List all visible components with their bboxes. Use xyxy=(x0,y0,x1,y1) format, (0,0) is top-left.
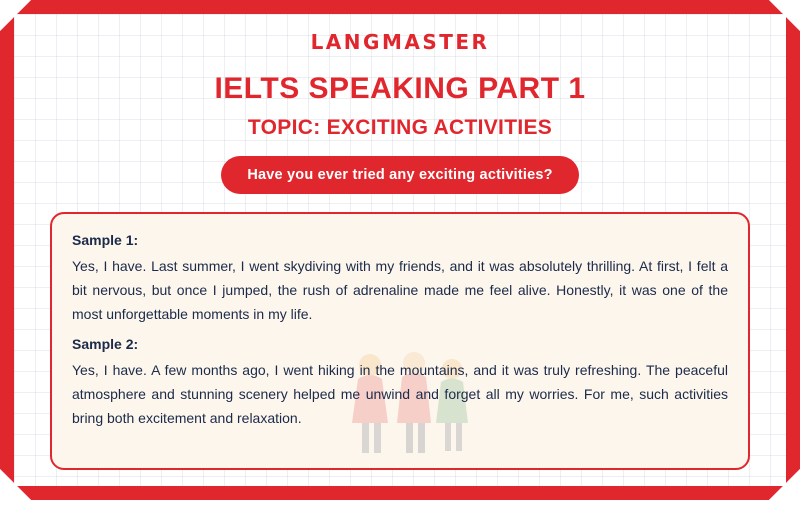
sample-1-label: Sample 1: xyxy=(72,232,139,248)
page-subtitle: TOPIC: EXCITING ACTIVITIES xyxy=(247,116,553,139)
sample-2-text: Yes, I have. A few months ago, I went hiking in the mountains, and it was truly refreshing. The peaceful atmosphere and stunning scenery helped me unwind and forget all my worries. For me, such activities bring both excitement and relaxation. xyxy=(72,362,728,427)
brand-logo: LANGMASTER xyxy=(310,30,490,54)
poster-content xyxy=(14,14,786,486)
question-pill: Have you ever tried any exciting activities? xyxy=(221,156,578,194)
answers-panel xyxy=(50,212,750,470)
sample-1-text: Yes, I have. Last summer, I went skydiving with my friends, and it was absolutely thrilling. At first, I felt a bit nervous, but once I jumped, the rush of adrenaline made me feel alive. Honestly, it was one of the most unforgettable moments in my life. xyxy=(72,258,728,323)
page-title: IELTS SPEAKING PART 1 xyxy=(214,72,586,105)
sample-2-label: Sample 2: xyxy=(72,336,139,353)
question-row xyxy=(14,156,786,194)
